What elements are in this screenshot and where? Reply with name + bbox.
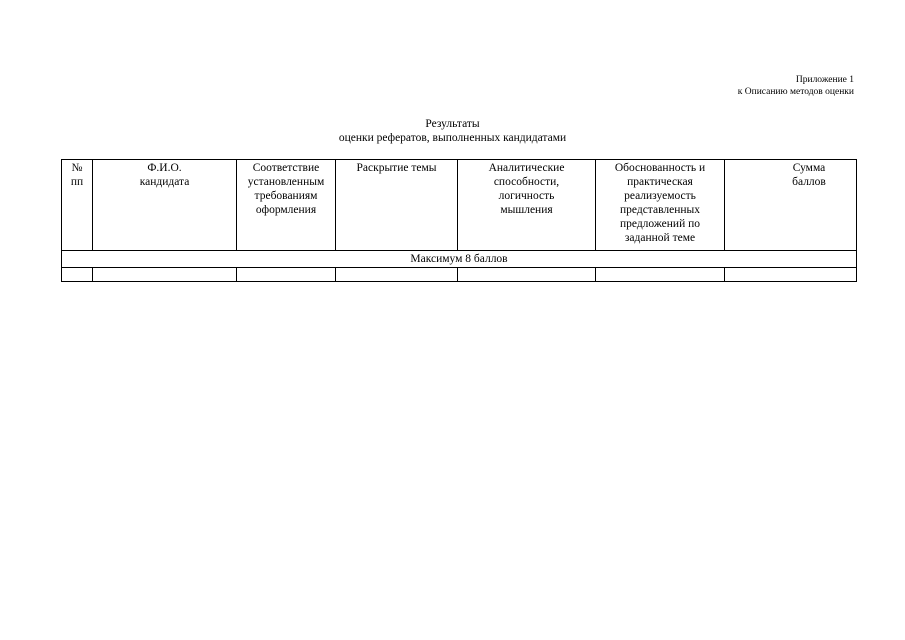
cell-name[interactable] [93, 268, 237, 282]
header-validity: Обоснованность и практическая реализуемость представленных предложений по заданной теме [596, 160, 725, 251]
max-score-row [62, 251, 857, 268]
cell-topic[interactable] [336, 268, 458, 282]
max-score-cell: Максимум 8 баллов [62, 251, 857, 268]
title-line-1: Результаты [425, 118, 480, 130]
header-analytic: Аналитические способности, логичность мышления [458, 160, 596, 251]
header-name: Ф.И.О. кандидата [93, 160, 237, 251]
results-table [61, 159, 857, 282]
header-sum: Сумма баллов [725, 160, 857, 251]
header-num: № пп [62, 160, 93, 251]
cell-num[interactable] [62, 268, 93, 282]
cell-validity[interactable] [596, 268, 725, 282]
appendix-line-1: Приложение 1 [795, 75, 854, 85]
cell-sum[interactable] [725, 268, 857, 282]
appendix-line-2: к Описанию методов оценки [737, 87, 854, 97]
title-line-2: оценки рефератов, выполненных кандидатами [338, 132, 567, 144]
cell-conformity[interactable] [237, 268, 336, 282]
appendix-note [738, 74, 854, 98]
header-topic: Раскрытие темы [336, 160, 458, 251]
table-row [62, 268, 857, 282]
cell-analytic[interactable] [458, 268, 596, 282]
header-row [62, 160, 857, 251]
header-conformity: Соответствие установленным требованиям оформления [237, 160, 336, 251]
document-title [0, 117, 905, 145]
